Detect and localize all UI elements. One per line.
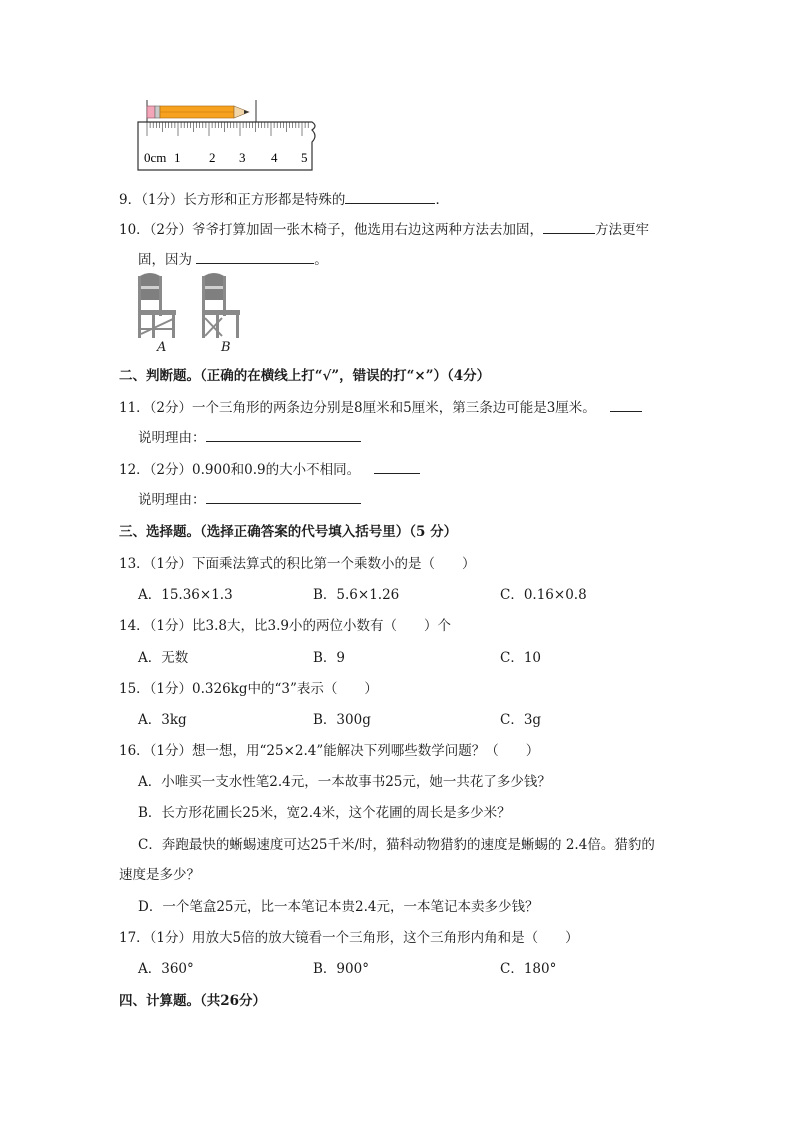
reason-blank-12[interactable]: [206, 489, 361, 504]
answer-blank-10a[interactable]: [543, 219, 595, 234]
ruler-pencil-figure: [136, 96, 336, 174]
ruler-label-0: [144, 150, 166, 165]
question-10-line2: [138, 248, 328, 268]
question-16-option-b[interactable]: B．长方形花圃长25米，宽2.4米，这个花圃的周长是多少米？: [138, 805, 511, 821]
question-17-option-a[interactable]: A．360°: [138, 961, 194, 977]
question-9: [119, 188, 449, 208]
question-13-text: 13．（1分）下面乘法算式的积比第一个乘数小的是（ ）: [119, 556, 476, 572]
question-17-option-b[interactable]: B．900°: [313, 961, 369, 977]
answer-blank-10b[interactable]: [196, 249, 314, 264]
question-14-option-b[interactable]: B．9: [313, 650, 346, 666]
ruler-label-1: 1: [174, 150, 181, 165]
question-15-option-b[interactable]: B．300g: [313, 712, 371, 728]
question-12-reason-label: 说明理由：: [138, 492, 206, 508]
question-9-tail: ．: [435, 192, 449, 208]
question-13-option-a[interactable]: A．15.36×1.3: [138, 587, 233, 603]
question-10-text: 10．（2分）爷爷打算加固一张木椅子，他选用右边这两种方法去加固，: [119, 222, 544, 238]
ruler-label-3: 3: [239, 150, 246, 165]
chair-a-icon: [132, 272, 180, 340]
question-11-text: 11．（2分）一个三角形的两条边分别是8厘米和5厘米，第三条边可能是3厘米。: [119, 400, 596, 416]
question-10-line2-tail: 。: [314, 252, 328, 268]
question-13-option-c[interactable]: C．0.16×0.8: [500, 587, 587, 603]
answer-blank-12[interactable]: [374, 459, 420, 474]
answer-blank-9[interactable]: [345, 189, 435, 204]
question-15-text: 15．（1分）0.326kg中的“3”表示（ ）: [119, 681, 378, 697]
question-16-option-c-cont: 速度是多少？: [119, 867, 200, 883]
chair-b-icon: [196, 272, 244, 340]
question-14-option-c[interactable]: C．10: [500, 650, 542, 666]
section-4-title: 四、计算题。（共26分）: [119, 993, 267, 1009]
ruler-label-4: 4: [271, 150, 278, 165]
pencil-icon: [147, 106, 249, 118]
question-12-text: 12．（2分）0.900和0.9的大小不相同。: [119, 462, 361, 478]
question-12-reason: [138, 488, 361, 508]
question-11: [119, 396, 642, 416]
ruler-label-5: 5: [301, 150, 308, 165]
ruler-label-2: 2: [209, 150, 216, 165]
reason-blank-11[interactable]: [206, 427, 361, 442]
question-13-option-b[interactable]: B．5.6×1.26: [313, 587, 400, 603]
question-14-option-a[interactable]: A．无数: [138, 650, 189, 666]
question-11-reason: [138, 426, 361, 446]
chair-b-label: B: [221, 340, 231, 355]
chair-a-label: A: [157, 340, 167, 355]
question-16-text: 16．（1分）想一想，用“25×2.4”能解决下列哪些数学问题？（ ）: [119, 743, 540, 759]
question-15-option-a[interactable]: A．3kg: [138, 712, 187, 728]
question-16-option-c[interactable]: C．奔跑最快的蜥蜴速度可达25千米/时，猫科动物猎豹的速度是蜥蜴的 2.4倍。猎豹的: [138, 837, 655, 853]
question-15-option-c[interactable]: C．3g: [500, 712, 542, 728]
question-14-text: 14．（1分）比3.8大，比3.9小的两位小数有（ ）个: [119, 618, 451, 634]
question-10-tail: 方法更牢: [595, 222, 650, 238]
section-3-title: 三、选择题。（选择正确答案的代号填入括号里）（5 分）: [119, 524, 458, 540]
question-11-reason-label: 说明理由：: [138, 430, 206, 446]
question-16-option-d[interactable]: D．一个笔盒25元，比一本笔记本贵2.4元，一本笔记本卖多少钱？: [138, 899, 539, 915]
question-10-line1: [119, 218, 649, 238]
question-16-option-a[interactable]: A．小唯买一支水性笔2.4元，一本故事书25元，她一共花了多少钱？: [138, 774, 551, 790]
question-12: [119, 458, 420, 478]
answer-blank-11[interactable]: [610, 397, 642, 412]
svg-text:0cm: 0cm: [144, 150, 167, 165]
question-17-text: 17．（1分）用放大5倍的放大镜看一个三角形，这个三角形内角和是（ ）: [119, 930, 579, 946]
question-17-option-c[interactable]: C．180°: [500, 961, 557, 977]
section-2-title: 二、判断题。（正确的在横线上打“√”，错误的打“×”）（4分）: [119, 368, 491, 384]
question-9-text: 9．（1分）长方形和正方形都是特殊的: [119, 192, 346, 208]
question-10-line2-text: 固，因为: [138, 252, 197, 268]
